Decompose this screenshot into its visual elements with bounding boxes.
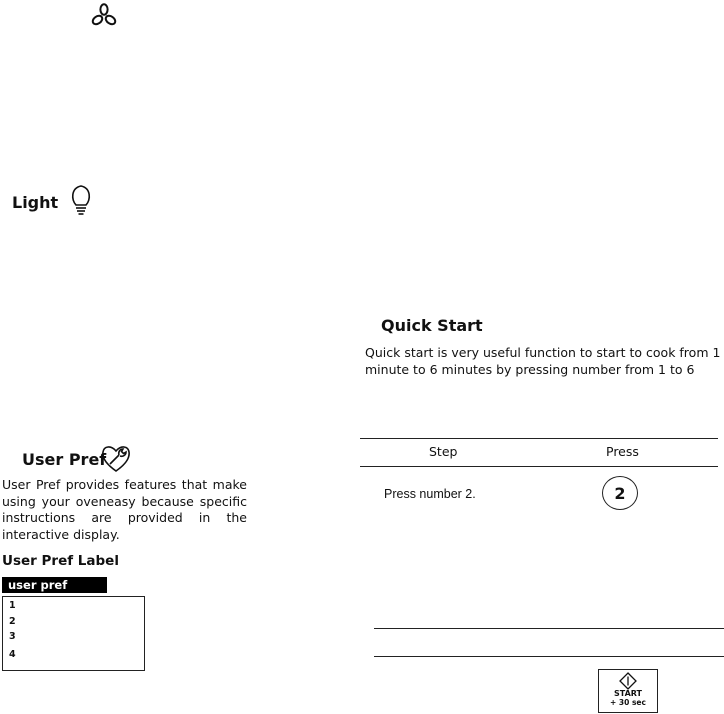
start-power-icon: [619, 672, 637, 690]
menu-item-1[interactable]: 1: [9, 600, 16, 611]
start-sub-label: + 30 sec: [610, 698, 646, 707]
user-pref-display-header: user pref: [2, 577, 107, 593]
menu-item-2[interactable]: 2: [9, 616, 16, 627]
start-label: START: [613, 689, 643, 698]
table-header-rule: [360, 466, 718, 467]
table-rule-lower-1: [374, 628, 724, 629]
user-pref-label-title: User Pref Label: [2, 553, 119, 569]
number-2-key[interactable]: 2: [602, 476, 638, 510]
quick-start-title: Quick Start: [381, 316, 483, 335]
fan-icon: [90, 3, 118, 27]
user-pref-title: User Pref: [22, 450, 107, 469]
light-label: Light: [12, 193, 59, 212]
user-pref-display-list: [2, 596, 145, 671]
header-press: Press: [606, 444, 639, 459]
step-1-instruction: Press number 2.: [384, 487, 476, 501]
quick-start-description: Quick start is very useful function to start to cook from 1 minute to 6 minutes by pressing number from 1 to 6: [365, 345, 721, 377]
user-pref-description: User Pref provides features that make using your oveneasy because specific instructions are provided in the interactive display.: [2, 477, 247, 542]
light-bulb-icon: [68, 183, 94, 217]
start-button[interactable]: [598, 669, 658, 713]
table-rule-lower-2: [374, 656, 724, 657]
wrench-heart-icon: [100, 443, 132, 473]
header-step: Step: [429, 444, 458, 459]
menu-item-4[interactable]: 4: [9, 649, 16, 660]
menu-item-3[interactable]: 3: [9, 631, 16, 642]
table-top-rule: [360, 438, 718, 439]
